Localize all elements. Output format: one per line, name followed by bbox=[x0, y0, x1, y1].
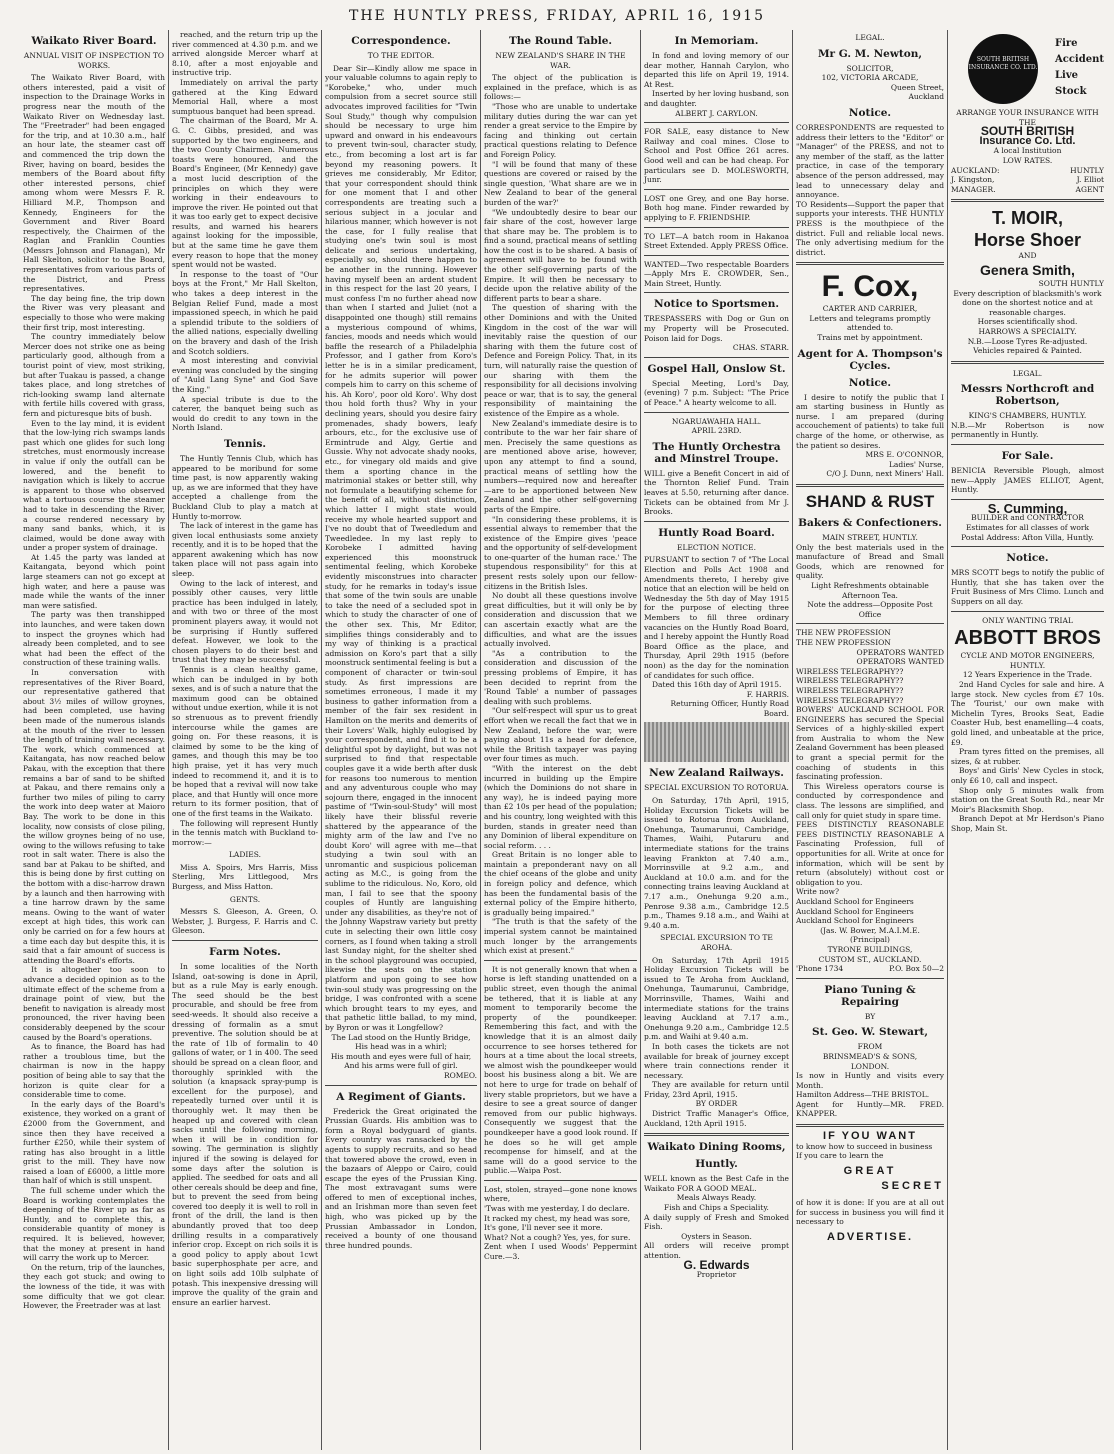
masthead: THE HUNTLY PRESS, FRIDAY, APRIL 16, 1915 bbox=[348, 8, 765, 24]
column-2 bbox=[168, 30, 321, 1450]
ad-heading: Mr G. M. Newton, bbox=[817, 47, 923, 60]
ad-row bbox=[951, 185, 1104, 195]
signature: Returning Officer, Huntly Road Board. bbox=[670, 699, 789, 718]
ad-heading: ADVERTISE. bbox=[826, 1230, 913, 1243]
ad-line: CARTER AND CARRIER, bbox=[822, 304, 918, 314]
classified-ad: TO LET—A batch room in Hakanoa Street Extended. Apply PRESS Office. bbox=[644, 231, 789, 251]
paragraph: It is not generally known that when a horse is left standing unattended on a public street, even though the animal be tethered, that it is liable at any moment to temporarily become the property of the poundkeeper. Remembering this fact, and with the knowledge that it is an almost daily occurrence to see horses tethered for hours at a time about the local streets, we almost wish the poundkeeper would boost his business along a bit. We are not here to urge for trade on behalf of livery stable proprietors, but we have a desire to see a great source of danger removed from our public highways. Consequently we suggest that the poundkeeper have a good look round. If he does so he will get ample recompense for himself, and at the same will do a good service to the public.—Waipa Post. bbox=[484, 964, 637, 1176]
ad-line: BUILDER and CONTRACTOR bbox=[971, 513, 1084, 523]
paragraph: I desire to notify the public that I am starting business in Huntly as nurse. I am prepared (during accouchement of patients) to take full charge of the home, or otherwise, as the patient so desires. bbox=[796, 392, 944, 450]
paragraph: 2nd Hand Cycles for sale and hire. A large stock. New cycles from £7 10s. The 'Tourist,' our own make with Michelin Tyres, Brooks Seat, Eadie Coaster Hub, best enamelling—4 coats, gold lined, and unbeatable at the price, £9. bbox=[951, 679, 1104, 747]
paragraph: The question of sharing with the other Dominions and with the United Kingdom in the cost of the war will inevitably raise the question of our sharing with them the future cost of Defence and Foreign Policy. That, in its turn, will naturally raise the question of our sharing with them the responsibility for all decisions involving peace or war, that is to say, the general responsibility of maintaining the existence of the Empire as a whole. bbox=[484, 303, 637, 418]
railway-engraving bbox=[644, 722, 789, 762]
classified-ad: LOST one Grey, and one Bay horse. Both hog mane. Finder rewarded by applying to F. FRIENDSHIP. bbox=[644, 193, 789, 222]
classified-ad: Is now in Huntly and visits every Month. bbox=[796, 1071, 944, 1090]
ad-line: 12 Years Experience in the Trade. bbox=[962, 670, 1093, 680]
paragraph: Messrs S. Gleeson, A. Green, O. Webster, J. Burgess, F. Harris and C. Gleeson. bbox=[172, 907, 318, 936]
classified-ad: BENICIA Reversible Plough, almost new—Apply JAMES ELLIOT, Agent, Huntly. bbox=[951, 466, 1104, 495]
signature: F. HARRIS. bbox=[746, 689, 789, 699]
paragraph: "The truth is that the safety of the imperial system cannot be maintained much longer by the arrangements which exist at present." bbox=[484, 917, 637, 956]
classified-ad: of how it is done: If you are at all out for success in business you will find it necessary to bbox=[796, 1198, 944, 1227]
phone-number: 'Phone 1734 bbox=[796, 964, 844, 974]
ad-line: Live bbox=[1055, 70, 1079, 81]
insurance-logo bbox=[968, 34, 1038, 104]
section-label: LEGAL. bbox=[1012, 368, 1043, 378]
column-6 bbox=[792, 30, 947, 1450]
ad-line: CUSTOM ST., AUCKLAND. bbox=[818, 954, 922, 964]
paragraph: "Our self-respect will spur us to great effort when we recall the fact that we in New Zealand, before the war, were paying about 11s a head for defence, while the British taxpayer was paying over four times as much. bbox=[484, 706, 637, 764]
poem-line: His mouth and eyes were full of hair, bbox=[330, 1051, 472, 1061]
classified-ad: Agent for Huntly—MR. FRED. KNAPPER. bbox=[796, 1099, 944, 1119]
ad-line: Queen Street, bbox=[890, 82, 944, 92]
ad-line: BRINSMEAD'S & SONS, bbox=[822, 1051, 918, 1061]
paragraph: Even to the lay mind, it is evident that the low-lying rich swamps lands past which one glides for such long stretches, must enormously increase in value if only the outfall can be lowered, and the benefit to navigation which is likely to accrue is apparent to those who observed what a tortuous course the steamer had to take in descending the River, a course rendered necessary by many sand banks, which, it is claimed, would be done away with under a proper system of drainage. bbox=[23, 418, 165, 553]
verse-line: What? Not a cough? Yes, yes, for sure. bbox=[484, 1232, 631, 1242]
classified-ad: WELL known as the Best Cafe in the Waikato FOR A GOOD MEAL. bbox=[644, 1174, 789, 1193]
ad-line: Trains met by appointment. bbox=[817, 333, 923, 343]
paragraph: New Zealand's immediate desire is to contribute to the war her fair share of men. Precisely the same questions as are mentioned above arise, however, upon any attempt to find a sound, practical means of settling how the numbers—required now and hereafter—are to be apportioned between New Zealand and the other self-governing parts of the Empire. bbox=[484, 418, 637, 514]
signature: ALBERT J. CARYLON. bbox=[675, 108, 758, 118]
ad-heading: Agent for A. Thompson's Cycles. bbox=[797, 347, 943, 372]
classified-ad: BOWERS' AUCKLAND SCHOOL FOR ENGINEERS has secured the Special Services of a highly-skilled expert from Australia to whom the New Zealand Government has been pleased to grant a special permit for the coaching of students in this fascinating profession. bbox=[796, 705, 945, 782]
paragraph: Inserted by her loving husband, son and daughter. bbox=[644, 89, 789, 108]
ad-heading: Huntly. bbox=[695, 1158, 738, 1171]
ad-line: Meals Always Ready. bbox=[676, 1193, 757, 1203]
paragraph: A most interesting and convivial evening was concluded by the singing of "Auld Lang Syne" and God Save the King." bbox=[172, 356, 318, 394]
signature: CHAS. STARR. bbox=[732, 343, 789, 353]
ad-line: ARRANGE YOUR INSURANCE WITH THE bbox=[956, 108, 1099, 127]
paragraph: "With the interest on the debt incurred in building up the Empire (which the Dominions do not share in any way), he is indeed paying more than £2 10s per head of the population; and his country, long weighted with this burden, stands in greater need than any Dominion of liberal expenditure on social reform. . . . bbox=[484, 763, 637, 850]
ad-line: MAIN STREET, HUNTLY. bbox=[822, 533, 918, 542]
ad-line: KING'S CHAMBERS, HUNTLY. bbox=[968, 411, 1087, 421]
ad-line: WIRELESS TELEGRAPHY?? bbox=[796, 676, 904, 686]
ad-heading: Horse Shoer bbox=[973, 230, 1082, 251]
ad-line: SOUTH HUNTLY bbox=[1038, 278, 1104, 288]
insurance-types bbox=[1055, 30, 1104, 108]
signature: ROMEO. bbox=[443, 1070, 477, 1080]
paragraph: Dated this 16th day of April 1915. bbox=[652, 680, 782, 690]
signature: C/O J. Dunn, next Miners' Hall. bbox=[826, 469, 944, 479]
classified-ad: Only the best materials used in the manufacture of Bread and Small Goods, which are renowned for quality. bbox=[796, 542, 944, 581]
ad-line: HARROWS A SPECIALTY. bbox=[978, 326, 1077, 336]
classified-ad: FOR SALE, easy distance to New Railway and coal mines. Close to School and Post Office 261 acres. Good well and can be had cheap. For particulars see D. MOLESWORTH, Junr. bbox=[644, 127, 789, 185]
column-3 bbox=[321, 30, 480, 1450]
article-heading: The Round Table. bbox=[508, 35, 613, 47]
ad-line: Estimates for all classes of work bbox=[965, 523, 1090, 533]
ad-line: Write now? bbox=[796, 887, 839, 897]
paragraph: In conversation with representatives of the River Board, our representative gathered that about 3½ miles of willow groynes, had been completed, use having been made of the numerous islands at the mouth of the river to lessen the length of training wall necessary. The work, which commenced at Kaitangata, has now reached below Pakau, with the exception that there remains a bar of sand to be shifted at Pakau, and there remains only a further two miles of piling to carry the work into deep water at Maioro Bay. The work to be done in this locality, now consists of close piling, the willow groynes being of no use, owing to the willows refusing to take root in salt water. There is also the sand bar at Pakau to be shifted, and this is being done by first cutting on the bottom with a disc-harrow drawn by a launch and then harrowing with a tine harrow drawn by the same means. Owing to the want of water except at high tides, this work can only be carried on for a few hours at a time each day but despite this, it is said that a fair amount of success is attending the Board's efforts. bbox=[23, 668, 165, 965]
ad-line: to know how to succeed in business bbox=[796, 1141, 933, 1151]
ad-line: Oysters in Season. bbox=[681, 1231, 752, 1241]
ad-heading: Insurance Co. Ltd. bbox=[979, 134, 1076, 147]
paragraph: In both cases the tickets are not available for break of journey except where train connections render it necessary. bbox=[644, 1041, 789, 1080]
abbott-name: ABBOTT BROS bbox=[954, 627, 1101, 650]
paragraph: At 1.45 the party was landed at Kaitangata, beyond which point large steamers can not go except at high water, and here a pause was made while the wants of the inner man were satisfied. bbox=[23, 552, 165, 610]
ad-heading: Piano Tuning & Repairing bbox=[824, 983, 916, 1008]
paragraph: "As a contribution to the consideration and discussion of the pressing problems of Empire, it has been decided to reprint from the 'Round Table' a number of passages dealing with such problems. bbox=[484, 648, 637, 706]
classified-ad: A daily supply of Fresh and Smoked Fish. bbox=[644, 1212, 789, 1232]
paragraph: "Those who are unable to undertake military duties during the war can yet render a great service to the Empire by facing and thinking out certain practical questions relating to Defence and Foreign Policy. bbox=[484, 101, 637, 159]
ad-line: J. Elliot bbox=[1076, 175, 1104, 185]
ad-line: Horses scientifically shod. bbox=[977, 317, 1078, 327]
paragraph: In fond and loving memory of our dear mother, Hannah Carylon, who departed this life on April 19, 1914. At Rest. bbox=[644, 51, 789, 89]
subheading: LADIES. bbox=[228, 850, 262, 860]
ad-heading: GREAT bbox=[843, 1164, 897, 1177]
ad-heading: Huntly Road Board. bbox=[658, 526, 775, 539]
paragraph: Branch Depot at Mr Herdson's Piano Shop, Main St. bbox=[951, 814, 1104, 833]
ad-line: Note the address—Opposite Post Office bbox=[807, 600, 933, 619]
ad-heading: Notice to Sportsmen. bbox=[654, 298, 779, 311]
paragraph: It is altogether too soon to advance a decided opinion as to the ultimate effect of the scheme from a drainage point of view, but the benefit to navigation is already most pronounced, the river having been considerably deepened by the scour caused by the Board's operations. bbox=[23, 965, 165, 1042]
classified-ad: PURSUANT to section 7 of "The Local Election and Polls Act 1908 and Amendments thereto, I hereby give notice that an election will be held on Wednesday the 5th day of May 1915 for the purpose of electing three Members to fill three ordinary vacancies on the Huntly Road Board, and I hereby appoint the Huntly Road Board Office as the place, and Thursday, April 29th 1915 (before noon) as the day for the nomination of candidates for such office. bbox=[644, 555, 789, 680]
ad-line: AGENT bbox=[1075, 184, 1104, 194]
ad-heading: Messrs Northcroft and Robertson, bbox=[960, 383, 1095, 408]
poem-line: The Lad stood on the Huntly Bridge, bbox=[331, 1032, 471, 1042]
paragraph: No doubt all these questions involve great difficulties, but it will only be by consideration and discussion that we can ascertain exactly what are the difficulties, and what are the issues actually involved. bbox=[484, 591, 637, 649]
paragraph: Frederick the Great originated the Prussian Guards. His ambition was to form a Royal bodyguard of giants. Every country was ransacked by the agents to supply recruits, and so head that towered above the crowd, even in the bazaars of Aleppo or Cairo, could escape the eyes of the Prussian King. The most extravagant sums were offered to men of exceptional inches, and an Irishman more than seven feet high, who was picked up by the Prussian Ambassador in London, received a bounty of one thousand three hundred pounds. bbox=[325, 1106, 477, 1250]
ad-subheading: SPECIAL EXCURSION TO TE AROHA. bbox=[660, 933, 773, 952]
ad-heading: SOUTH BRITISH bbox=[980, 124, 1075, 139]
ad-line: ONLY WANTING TRIAL bbox=[982, 615, 1073, 625]
ad-heading: The Huntly Orchestra and Minstrel Troupe. bbox=[652, 440, 781, 465]
classified-ad: TRESPASSERS with Dog or Gun on my Property will be Prosecuted. Poison laid for Dogs. bbox=[644, 314, 789, 343]
ad-heading: Bakers & Confectioners. bbox=[798, 517, 942, 529]
paragraph: In some localities of the North Island, oat-sowing is done in April, but as a rule May is early enough. The seed should be the best procurable, and should be free from seed-weeds. It should also receive a dressing of formalin as a smut preventive. The solution should be at the rate of 1lb of formalin to 40 gallons of water, or 1 in 400. The seed should be spread on a clean floor, and thoroughly sprinkled with the solution (a knapsack spray-pump is excellent for the purpose), and repeatedly turned over until it is thoroughly wet. It may then be heaped up and covered with clean sacks until the following morning, when it will be in condition for sowing. The germination is slightly injured if the sowing is delayed for some days after the solution is applied. The seedbed for oats and all other cereals should be deep and fine, but to prevent the seed from being covered too deeply it is well to roll in front of the drill, the land is then abundantly proved that too deep drilling results in a comparatively inferior crop. Except on rich soils it is a good policy to apply about 1cwt basic superphosphate per acre, and on light soils add 10lb sulphate of potash. This inexpensive dressing will improve the quality of the grain and ensure an earlier harvest. bbox=[172, 962, 318, 1307]
ad-line: (Principal) bbox=[850, 935, 890, 945]
classified-ad: Hamilton Address—THE BRISTOL. bbox=[796, 1090, 930, 1100]
ad-line: WIRELESS TELEGRAPHY?? bbox=[796, 695, 904, 705]
ad-line: N.B.—Loose Tyres Re-adjusted. bbox=[967, 336, 1088, 346]
ad-heading: Gospel Hall, Onslow St. bbox=[647, 362, 786, 375]
ad-line: AND bbox=[1018, 251, 1037, 261]
ad-heading: New Zealand Railways. bbox=[649, 767, 784, 780]
ad-line: Fire bbox=[1055, 38, 1078, 49]
article-subheading: NEW ZEALAND'S SHARE IN THE WAR. bbox=[495, 51, 626, 70]
column-1 bbox=[20, 30, 168, 1450]
signature: MRS E. O'CONNOR, bbox=[865, 450, 944, 460]
article-subheading: TO THE EDITOR. bbox=[367, 51, 435, 60]
classified-ad: N.B.—Mr Robertson is now permanently in Huntly. bbox=[951, 420, 1104, 440]
ad-line: (Jas. W. Bower, M.A.I.M.E. bbox=[820, 925, 920, 935]
poem-line: And his arms were full of girl. bbox=[344, 1061, 458, 1071]
verse-line: It racked my chest, my head was sore, bbox=[484, 1213, 631, 1223]
ad-line: Stock bbox=[1055, 86, 1087, 97]
signature: Ladies' Nurse, bbox=[888, 459, 944, 469]
paragraph: The day being fine, the trip down the River was very pleasant and especially to those who were making their first trip, most interesting. bbox=[23, 293, 165, 332]
ad-line: J. Kingston, bbox=[951, 175, 995, 185]
ad-heading: Waikato Dining Rooms, bbox=[647, 1141, 786, 1154]
section-label: LEGAL. bbox=[855, 33, 885, 42]
paragraph: reached, and the return trip up the river commenced at 4.30 p.m. and we arrived alongside Mercer wharf at 8.10, after a most enjoyable and instructive trip. bbox=[172, 30, 318, 78]
ad-heading: Genera Smith, bbox=[980, 261, 1075, 278]
paragraph: The Waikato River Board, with others interested, paid a visit of inspection to the Drainage Works in progress near the mouth of the Waikato River on Wednesday last. The "Freetrader" had been engaged for the trip, and at 10.30 a.m., half an hour late, the steamer cast off and commenced the trip down the River, having on board, besides the members of the Board about fifty other interested persons, chief among whom were Messrs F. R. Hilliard M.P., Thompson and Kennedy, Engineers for the Government and River Board respectively, the Chairmen of the Raglan and Franklin Counties (Messrs Johnson and Flanagan), Mr Hall Skelton, solicitor to the Board, representatives from various parts of the District, and Press representatives. bbox=[23, 73, 165, 294]
paragraph: This Wireless operators course is conducted by correspondence and class. The lessons are simplified, and call only for quiet study in spare time. bbox=[796, 781, 944, 820]
ad-line: TYRONE BUILDINGS, bbox=[827, 944, 913, 954]
paragraph: Boys' and Girls' New Cycles in stock, only £6 10, call and inspect. bbox=[951, 766, 1104, 785]
paragraph: The country immediately below Mercer does not strike one as being particularly good, although from a tourist point of view, most striking, but after Tuakau is passed, a change takes place, and long stretches of rich-looking swamp land alternate with fertile hills covered with grass, fern and picturesque bits of bush. bbox=[23, 332, 165, 418]
logo-text: SOUTH BRITISH INSURANCE CO. LTD. bbox=[968, 56, 1038, 71]
ad-line: BY ORDER bbox=[695, 1099, 738, 1109]
ad-row bbox=[951, 175, 1104, 185]
paragraph: Dear Sir—Kindly allow me space in your valuable columns to again reply to "Korobeke," who, under much compulsion from a secret source still advocates improved facilities for "Twin Soul Study," though why compulsion should be necessary to urge him upward and onward in his endeavours to prevent twin-soul, character study, etc., from becoming a lost art is far beyond my reasoning powers. It grieves me considerably, Mr Editor, that your correspondent should think for one moment that I and other correspondents are treating such a serious subject in a jocular and hilarious manner, which however is not the case, for I fully realise that studying one's twin soul is most delicate and serious undertaking, especially so, should there happen to be another in the running. However having myself been an ardent student in this respect for the last 20 years, I must confess I'm no further ahead now than when I started and Juliet (not a disappointed one though) still remains a mysterious compound of whims, fancies, moods and needs which would baffle the research of a Philadelphia Professor, and I gather from Koro's letter he is in a similar predicament, for he admits superior will power compels him to carry on this scheme of his. Ah Koro', poor old Koro'. Why dost thou hold forth thus? Why in your declining years, should you desire fairy promenades, shady bowers, leafy arbours, etc., for the exclusive use of Ermintrude and Algy, Gertie and Gussie. Why not advocate shady nooks, etc., for vinegary old maids and give them a sporting chance in the matrimonial stakes or better still, why not formulate a beautifying scheme for the benefit of all, without distinction, which latter I might state would receive my whole hearted support and I've no doubt that of Tweedledum and Tweedledee. In my last reply to Korobeke I admitted having experienced this moonstruck sentimental feeling, which Korobeke evidently misconstrues into character study, for he remarks in today's issue that some of the twin souls are unable to take the need of a secluded spot in which to study the character of one of the other sex. This, Mr Editor, simplifies things considerably and to my way of thinking is a practical admission on Koro's part that a silly moonstruck sentimental feeling is but a component of character or twin-soul study. As first impressions are sometimes erroneous, I made it my business to gather information from a member of the fair sex resident in Hamilton on the merits and demerits of their Lovers' Walk, highly eulogised by your correspondent, and find it to be a delightful spot by daylight, but was not surprised to find that respectable couples gave it a wide berth after dusk for reasons too numerous to mention and any adventurous couple who may sojourn there, engaged in the innocent pastime of "Twin-soul-Study" will most likely have their blissful reverie shattered by the appearance of the mighty arm of the law and I've no doubt Koro' will agree with me—that studying a twin soul with an unromantic and suspicious policeman acting as M.C., is going from the sublime to the ridiculous. No, Koro, old man, I fail to see that the spoony couples of Huntly are languishing under any disabilities, as they're not of the Johnny Wapstraw variety but pretty cute in selecting their own little cosy corners, as I found when taking a stroll last Sunday night, for the shelter shed in the school playground was occupied, likewise the seats on the station platform and upon going to see how twin-soul study was progressing on the bridge, I was confronted with a scene which brought tears to my eyes, and that pathetic little ballad, to my mind, by Byron or was it Longfellow? bbox=[325, 63, 477, 1032]
ad-heading: Notice. bbox=[1006, 552, 1049, 565]
paragraph: District Traffic Manager's Office, Auckland, 12th April 1915. bbox=[644, 1109, 789, 1128]
ad-line: BY bbox=[864, 1011, 876, 1021]
paragraph: "In considering these problems, it is essential always to remember that the existence of the Empire gives 'peace and the opportunity of self-development to one-quarter of the human race.' The stupendous responsibility" for this at present rests solely upon our fellow-citizens in the British Isles. bbox=[484, 514, 637, 591]
paragraph: They are available for return until Friday, 23rd April, 1915. bbox=[644, 1080, 789, 1099]
article-heading: Waikato River Board. bbox=[31, 35, 157, 47]
paragraph: The lack of interest in the game has given local enthusiasts some anxiety recently, and it is to be hoped that the apparent awakening which has now taken place will not pass again into sleep. bbox=[172, 521, 318, 579]
paragraph: The object of the publication is explained in the preface, which is as follows:— bbox=[484, 73, 637, 102]
ad-line: Auckland School for Engineers bbox=[796, 896, 914, 906]
paragraph: On the return, trip of the launches, they each got stuck; and owing to the lowness of the tide, it was with some difficulty that we got clear. However, the Freetrader was at last bbox=[23, 1262, 165, 1311]
moir-name: T. MOIR, bbox=[992, 208, 1063, 229]
ad-line: Accident bbox=[1055, 54, 1104, 65]
ad-line: Letters and telegrams promptly attended to. bbox=[809, 313, 931, 333]
classified-ad: WILL give a Benefit Concert in aid of the Thornton Relief Fund. Train leaves at 5.50, returning after dance. Tickets can be obtained from Mr J. Brooks. bbox=[644, 468, 789, 517]
article-heading: Tennis. bbox=[223, 437, 267, 450]
ad-subheading: SPECIAL EXCURSION TO ROTORUA. bbox=[644, 783, 789, 793]
verse-line: Lost, stolen, strayed—gone none knows where, bbox=[484, 1184, 637, 1204]
ad-line: Auckland bbox=[908, 92, 944, 102]
paragraph: The party was then transhipped into launches, and were taken down to inspect the groynes which had already been completed, and to see what had been the effect of the construction of these training walls. bbox=[23, 610, 165, 668]
ad-subheading: ELECTION NOTICE. bbox=[676, 542, 756, 552]
paragraph: Tennis is a clean healthy game, which can be indulged in by both sexes, and is of such a nature that the maximum good can be obtained without undue exertion, while it is not so strenuous as to prevent friendly intercourse while the games are going on. For these reasons, it is claimed by some to be the king of games, and though this may be too high praise, yet it has very much indeed to recommend it, and it is to be hoped that a revival will now take place, and that Huntly will once more return to its former position, that of one of the first teams in the Waikato. bbox=[172, 665, 318, 818]
shand-name: SHAND & RUST bbox=[805, 492, 935, 511]
column-7 bbox=[947, 30, 1107, 1450]
proprietor-name: G. Edwards bbox=[683, 1257, 750, 1272]
paragraph: "I will be found that many of these questions are covered or raised by the single question, 'What share are we in New Zealand to bear of the general burden of the war?' bbox=[484, 159, 637, 207]
ad-line: A local Institution bbox=[993, 146, 1062, 156]
paragraph: Pram tyres fitted on the premises, all sizes, & at rubber. bbox=[951, 747, 1104, 766]
ad-line: LONDON. bbox=[850, 1061, 890, 1071]
paragraph: "We undoubtedly desire to bear our fair share of the cost, however large that share may be. The problem is to find a sound, practical means of settling how the cost is to be shared. A basis of agreement will have to be found with the other self-governing parts of the Empire. It will then be necessary to decide upon the relative ability of the different parts to bear a share. bbox=[484, 207, 637, 303]
ad-line: Light Refreshments obtainable Afternoon Tea. bbox=[811, 580, 929, 600]
paragraph: The chairman of the Board, Mr A. G. C. Gibbs, presided, and was supported by the two engineers, and the two County Chairmen. Numerous toasts were honoured, and the Board's Engineer, (Mr Kennedy) gave a most lucid description of the principles on which they were working in their endeavours to improve the river. He pointed out that it was too early get to expect decisive results, and warned his hearers against looking for the impossible, but at the same time he gave them every reason to hope that the money spent would not be wasted. bbox=[172, 116, 318, 270]
ad-line: APRIL 23RD. bbox=[691, 426, 742, 436]
ad-heading: IF YOU WANT bbox=[823, 1130, 917, 1143]
paragraph: In response to the toast of "Our boys at the Front," Mr Hall Skelton, who takes a deep interest in the Belgian Relief Fund, made a most impassioned speech, in which he paid a splendid tribute to the soldiers of the allied nations, especially dwelling on the bravery and dash of the Irish and Scotch soldiers. bbox=[172, 269, 318, 356]
ad-line: HUNTLY bbox=[1070, 165, 1104, 175]
classified-ad: FEES DISTINCTLY REASONABLE FEES DISTINCTLY REASONABLE A Fascinating Profession, full of opportunities for all. Write at once for information, which will be sent by return (absolutely) without cost or obligation to you. bbox=[796, 820, 944, 887]
paragraph: On Saturday, 17th April, 1915, Holiday Excursion Tickets will be issued to Rotorua from Auckland, Onehunga, Taumarunui, Cambridge, Thames, Waihi, Putaruru and intermediate stations for the trains leaving Frankton at 7.40 a.m., Morrinsville at 9.2 a.m., and Auckland at 10.0 a.m. and for the connecting trains leaving Auckland at 7.17 a.m., Onehunga 9.20 a.m., Penrose 9.38 a.m., Cambridge 12.5 p.m., Thames 9.18 a.m., and Waihi at 9.40 a.m. bbox=[644, 796, 789, 930]
verse-line: 'Twas with me yesterday, I do declare. bbox=[484, 1204, 630, 1214]
ad-line: NGARUAWAHIA HALL. bbox=[671, 416, 762, 426]
verse-line: It's gone, I'll never see it more. bbox=[484, 1223, 603, 1233]
article-heading: Correspondence. bbox=[351, 35, 451, 47]
ad-line: Auckland School for Engineers bbox=[796, 916, 914, 926]
paragraph: A special tribute is due to the caterer, the banquet being such as would do credit to any town in the North Island. bbox=[172, 394, 318, 433]
ad-line: Fish and Chips a Speciality. bbox=[664, 1203, 769, 1213]
ad-line: OPERATORS WANTED bbox=[856, 657, 944, 667]
notice-text: CORRESPONDENTS are requested to address their letters to the "Editor" or "Manager" of the PRESS, and not to any member of the staff, as the latter practice, in case of the temporary absence of the person addressed, may lead to unnecessary delay and annoyance. bbox=[796, 122, 944, 200]
article-subheading: ANNUAL VISIT OF INSPECTION TO WORKS. bbox=[23, 51, 165, 70]
ad-line: MANAGER. bbox=[951, 184, 996, 194]
ad-line: THE NEW PROFESSION bbox=[796, 628, 891, 638]
insurance-header bbox=[951, 30, 1104, 108]
paragraph: Great Britain is no longer able to maintain a preponderant navy on all the chief oceans of the globe and unity in foreign policy and defence, which has been the fundamental basis of the external policy of the Empire hitherto, is gradually being impaired." bbox=[484, 850, 637, 917]
ad-line: SOLICITOR, bbox=[846, 63, 894, 73]
paragraph: The full scheme under which the Board is working contemplates the deepening of the River up as far as Huntly, and to complete this, a considerable quantity of money is required. It is believed, however, that the money at present in hand will carry the work up to Mercer. bbox=[23, 1186, 165, 1263]
ad-row bbox=[796, 964, 944, 974]
ad-line: 102, VICTORIA ARCADE, bbox=[821, 73, 919, 83]
notice-text: TO Residents—Support the paper that supports your interests. THE HUNTLY PRESS is the mouthpiece of the district. Full and reliable local news. The only advertising medium for the district. bbox=[796, 199, 944, 257]
poem-line: His head was in a whirl; bbox=[355, 1042, 447, 1052]
paragraph: Shop only 5 minutes walk from station on the Great South Rd., near Mr Moir's Blacksmith Shop. bbox=[951, 785, 1104, 814]
ad-row bbox=[951, 166, 1104, 176]
column-5 bbox=[640, 30, 792, 1450]
classified-ad: MRS SCOTT begs to notify the public of Huntly, that she has taken over the Fruit Business of Mrs Climo. Lunch and Suppers on all day. bbox=[951, 568, 1104, 606]
ad-line: OPERATORS WANTED bbox=[856, 647, 944, 657]
column-4 bbox=[480, 30, 640, 1450]
ad-heading: St. Geo. W. Stewart, bbox=[812, 1026, 928, 1039]
ad-heading: S. Cumming, bbox=[987, 500, 1068, 516]
article-heading: In Memoriam. bbox=[674, 35, 759, 47]
article-heading: A Regiment of Giants. bbox=[336, 1090, 466, 1103]
paragraph: Miss A. Spoirs, Mrs Harris, Miss Sterling, Mrs Littlegood, Mrs Burgess, and Miss Hatton. bbox=[172, 862, 318, 892]
paragraph: As to finance, the Board has had rather a troublous time, but the chairman is now in the happy position of being able to say that the horizon is quite clear for a considerable time to come. bbox=[23, 1042, 165, 1100]
ad-heading: Notice. bbox=[848, 106, 892, 119]
ad-line: THE NEW PROFESSION bbox=[796, 637, 891, 647]
ad-heading: SECRET bbox=[881, 1180, 944, 1193]
paragraph: Owing to the lack of interest, and possibly other causes, very little practice has been indulged in lately, and with two or three of the most prominent players away, it would not be surprising if Huntly suffered defeat. However, we look to the chosen players to do their best and trust that they may be successful. bbox=[172, 578, 318, 665]
ad-line: Auckland School for Engineers bbox=[796, 906, 914, 916]
classified-ad: Every description of blacksmith's work done on the shortest notice and at reasonable charges. bbox=[953, 288, 1102, 317]
ad-line: Proprietor bbox=[696, 1270, 737, 1280]
po-box: P.O. Box 50—2 bbox=[889, 964, 944, 974]
paragraph: Special Meeting, Lord's Day, (evening) 7 p.m. Subject: "The Price of Peace." A hearty welcome to all. bbox=[644, 378, 789, 408]
paragraph: The following will represent Huntly in the tennis match with Buckland to-morrow:— bbox=[172, 818, 318, 847]
classified-ad: WANTED—Two respectable Boarders—Apply Mrs E. CROWDER, Sen., Main Street, Huntly. bbox=[644, 259, 789, 288]
ad-line: AUCKLAND: bbox=[951, 165, 1000, 175]
ad-line: WIRELESS TELEGRAPHY?? bbox=[796, 666, 904, 676]
ad-line: Postal Address: Afton Villa, Huntly. bbox=[961, 532, 1094, 542]
paragraph: The Huntly Tennis Club, which has appeared to be moribund for some time past, is now apparently waking up, as we are informed that they have accepted a challenge from the Buckland Club to play a match at Huntly to-morrow. bbox=[172, 453, 318, 521]
classified-ad: All orders will receive prompt attention. bbox=[644, 1241, 789, 1260]
ad-heading: Notice. bbox=[848, 376, 892, 389]
cox-name: F. Cox, bbox=[821, 270, 919, 304]
paragraph: On Saturday, 17th April 1915 Holiday Excursion Tickets will be issued to Te Aroha from Auckland, Onehunga, Taumarunui, Cambridge, Morrinsville, Thames, Waihi and intermediate stations for the trains leaving Auckland at 7.17 a.m., Onehunga 9.20 a.m., Cambridge 12.5 p.m. and Waihi at 9.40 a.m. bbox=[644, 955, 789, 1042]
ad-line: LOW RATES. bbox=[1002, 155, 1053, 165]
verse-line: Zent when I used Woods' Peppermint Cure.—3. bbox=[484, 1242, 637, 1262]
ad-line: CYCLE AND MOTOR ENGINEERS, HUNTLY. bbox=[960, 651, 1095, 670]
subheading: GENTS. bbox=[229, 894, 261, 904]
article-heading: Farm Notes. bbox=[209, 946, 281, 959]
ad-heading: For Sale. bbox=[1001, 450, 1054, 463]
ad-line: Vehicles repaired & Painted. bbox=[973, 346, 1082, 356]
ad-line: FROM bbox=[857, 1042, 883, 1052]
paragraph: In the early days of the Board's existence, they worked on a grant of £2000 from the Government, and since then they have received a further £250, while their system of rating has also brought in a little grist to the mill. They have now raised a loan of £6000, a little more than half of which is still unspent. bbox=[23, 1099, 165, 1186]
ad-line: WIRELESS TELEGRAPHY?? bbox=[796, 685, 904, 695]
paragraph: Immediately on arrival the party gathered at the King Edward Memorial Hall, where a most sumptuous banquet had been spread. bbox=[172, 77, 318, 116]
ad-line: If you care to learn the bbox=[796, 1151, 884, 1161]
